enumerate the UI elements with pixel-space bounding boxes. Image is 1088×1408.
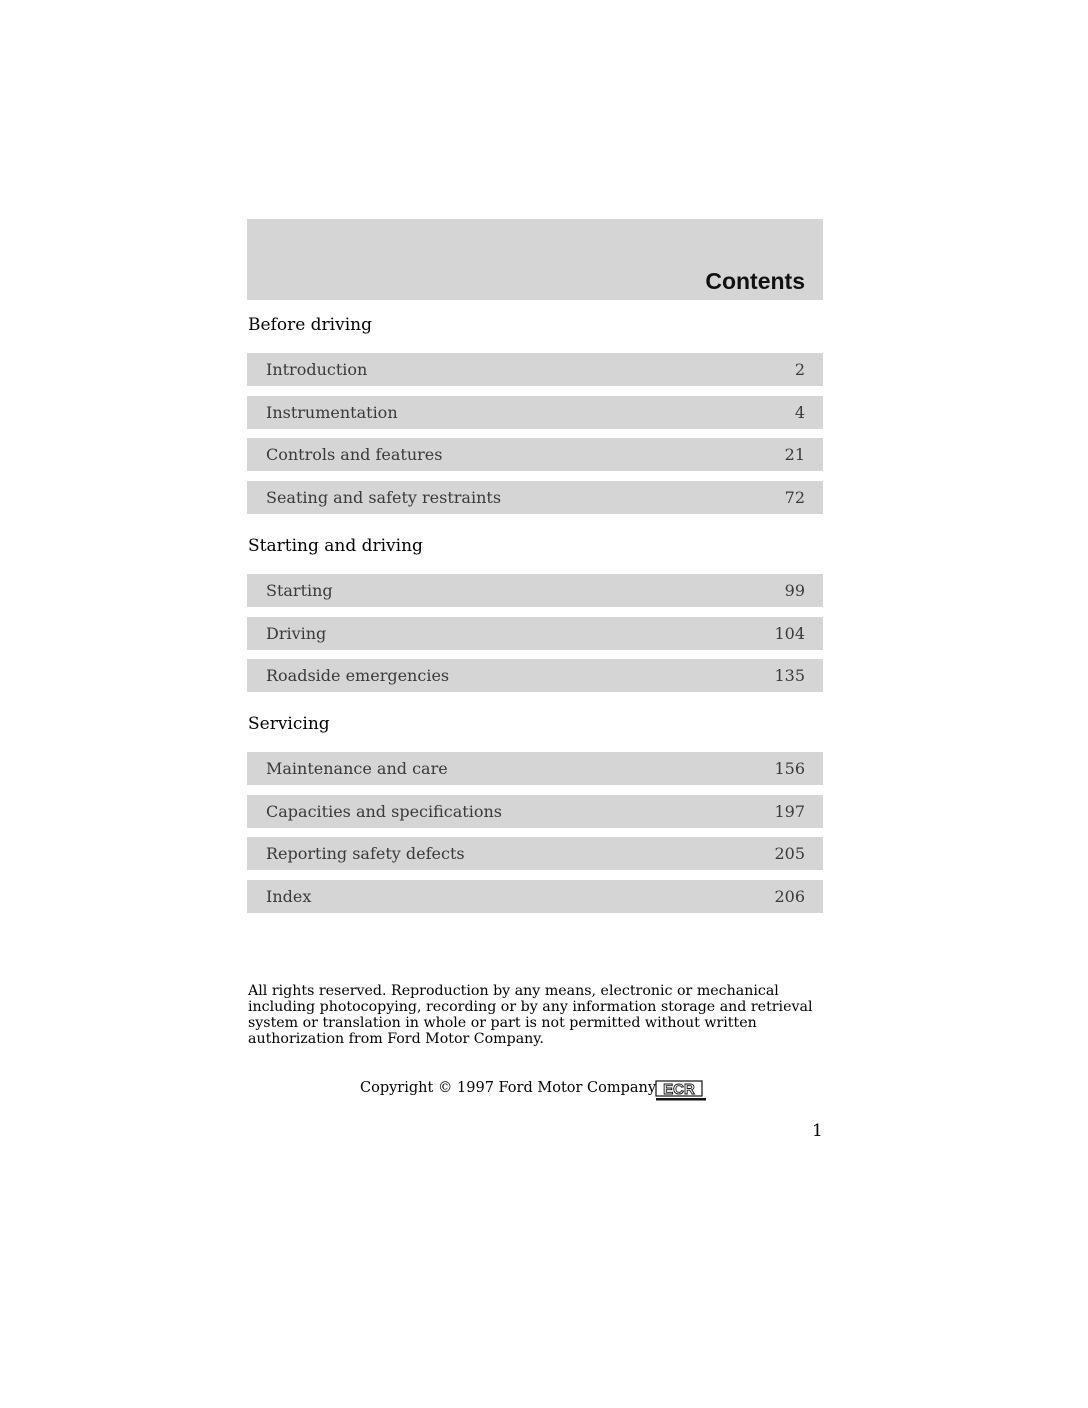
- toc-entry-page: 4: [794, 403, 805, 422]
- toc-entry-page: 206: [774, 887, 805, 906]
- toc-entry-label: Starting: [266, 581, 333, 600]
- toc-entry-seating-and-safety-restraints[interactable]: [247, 481, 823, 514]
- toc-entry-page: 2: [794, 360, 805, 379]
- toc-entry-instrumentation[interactable]: [247, 396, 823, 429]
- section-heading-starting-and-driving: Starting and driving: [248, 536, 423, 556]
- toc-entry-label: Maintenance and care: [266, 759, 448, 778]
- copyright-notice: Copyright © 1997 Ford Motor Company: [360, 1080, 657, 1096]
- toc-entry-label: Controls and features: [266, 445, 443, 464]
- toc-entry-label: Reporting safety defects: [266, 844, 465, 863]
- toc-entry-maintenance-and-care[interactable]: [247, 752, 823, 785]
- toc-entry-roadside-emergencies[interactable]: [247, 659, 823, 692]
- toc-entry-page: 156: [774, 759, 805, 778]
- toc-entry-label: Driving: [266, 624, 327, 643]
- toc-entry-index[interactable]: [247, 880, 823, 913]
- toc-entry-label: Capacities and specifications: [266, 802, 502, 821]
- rights-line: authorization from Ford Motor Company.: [248, 1031, 544, 1047]
- svg-text:ECR: ECR: [663, 1081, 695, 1098]
- toc-entry-label: Seating and safety restraints: [266, 488, 502, 507]
- toc-entry-page: 197: [774, 802, 805, 821]
- toc-entry-page: 99: [784, 581, 805, 600]
- toc-entry-introduction[interactable]: [247, 353, 823, 386]
- toc-entry-label: Index: [266, 887, 312, 906]
- ecr-logo-icon: [654, 1080, 708, 1102]
- toc-entry-page: 135: [774, 666, 805, 685]
- toc-entry-page: 205: [774, 844, 805, 863]
- toc-entry-page: 104: [774, 624, 805, 643]
- toc-entry-label: Instrumentation: [266, 403, 398, 422]
- toc-entry-page: 72: [784, 488, 805, 507]
- section-heading-servicing: Servicing: [248, 714, 330, 734]
- rights-line: system or translation in whole or part is not permitted without written: [248, 1015, 757, 1031]
- page-number: 1: [812, 1121, 823, 1141]
- toc-entry-reporting-safety-defects[interactable]: [247, 837, 823, 870]
- toc-entry-page: 21: [784, 445, 805, 464]
- toc-entry-capacities-and-specifications[interactable]: [247, 795, 823, 828]
- toc-entry-driving[interactable]: [247, 617, 823, 650]
- rights-line: including photocopying, recording or by any information storage and retrieval: [248, 999, 813, 1015]
- toc-entry-controls-and-features[interactable]: [247, 438, 823, 471]
- contents-header-band: [247, 219, 823, 300]
- rights-line: All rights reserved. Reproduction by any means, electronic or mechanical: [248, 983, 779, 999]
- toc-entry-label: Introduction: [266, 360, 368, 379]
- toc-entry-label: Roadside emergencies: [266, 666, 450, 685]
- toc-entry-starting[interactable]: [247, 574, 823, 607]
- rights-notice: [248, 983, 848, 1047]
- section-heading-before-driving: Before driving: [248, 315, 372, 335]
- page-title: Contents: [705, 268, 805, 294]
